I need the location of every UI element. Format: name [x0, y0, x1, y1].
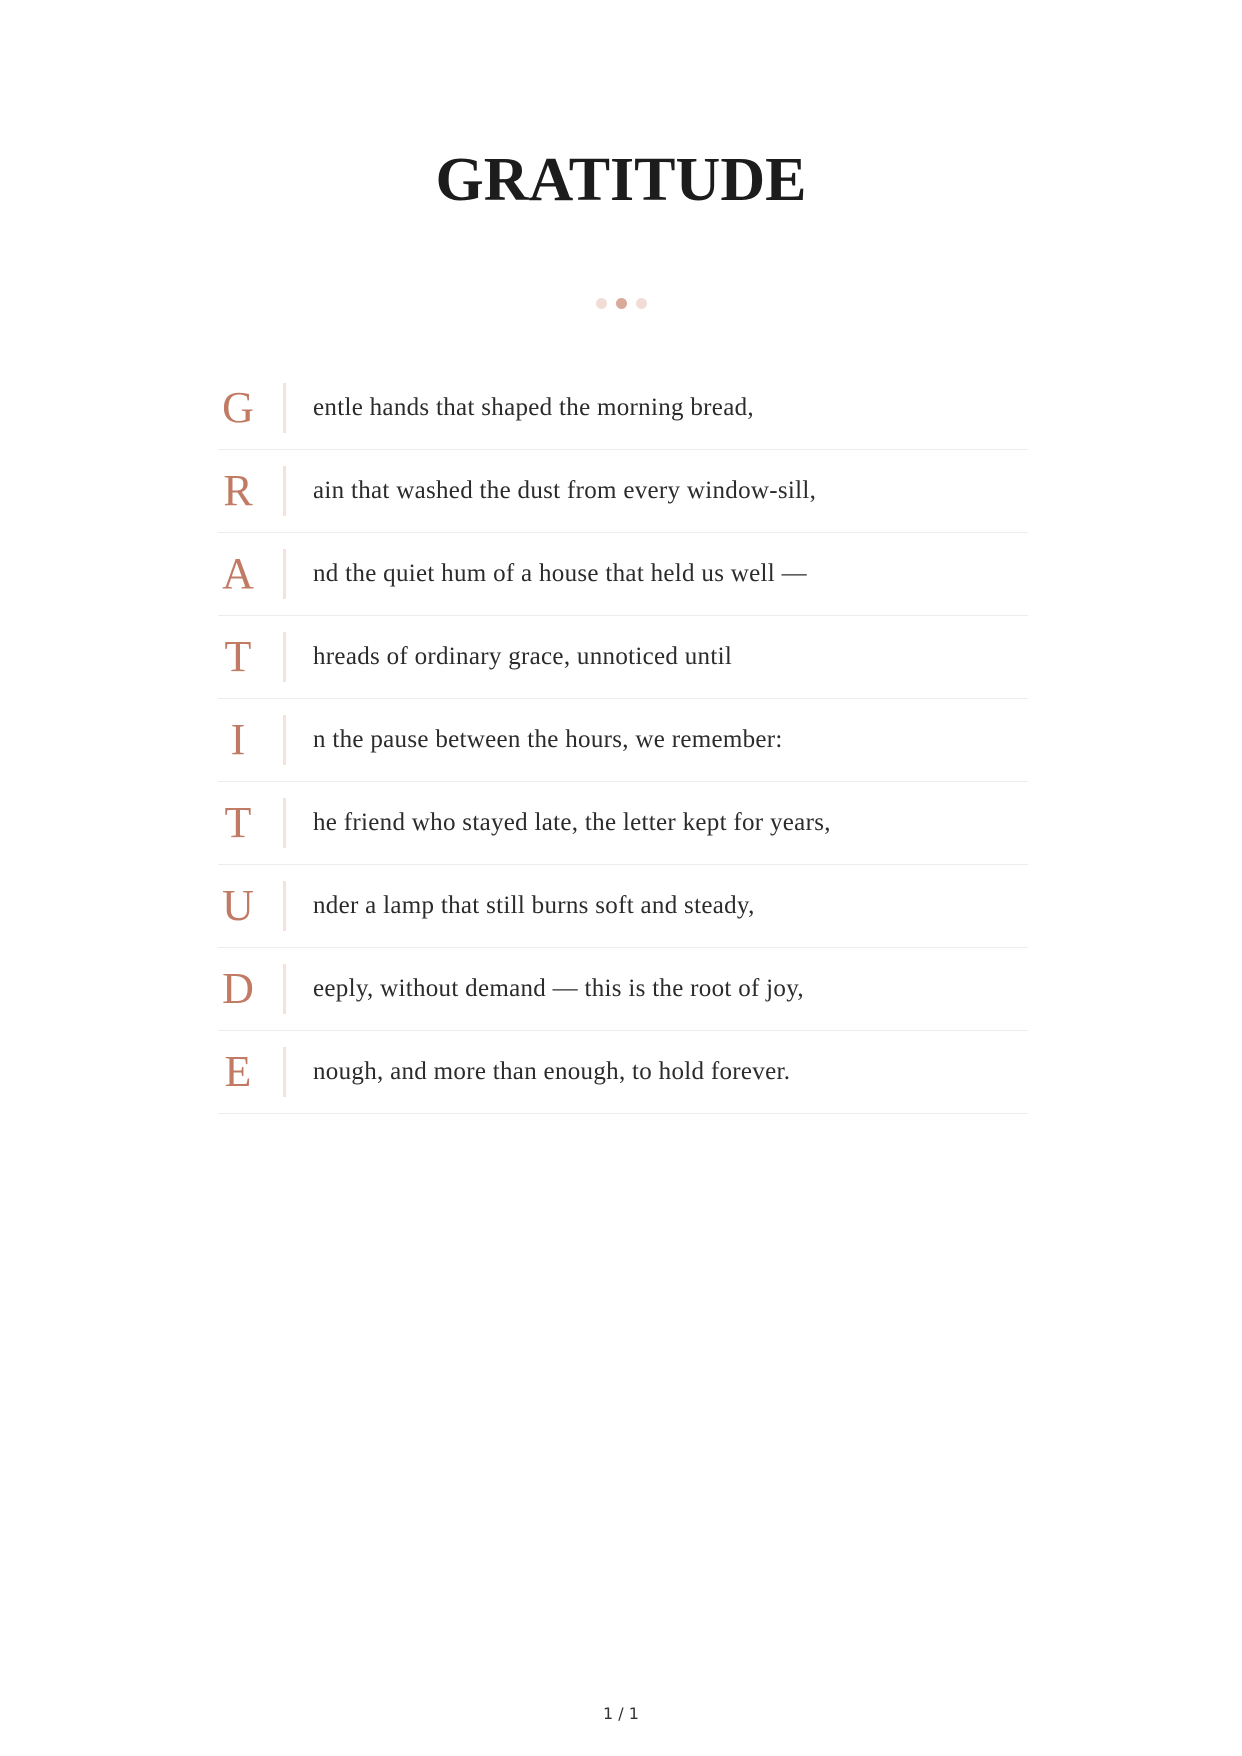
poem-line: nough, and more than enough, to hold forever.	[313, 1058, 791, 1085]
initial-letter: I	[230, 715, 246, 764]
initial-letter: A	[222, 549, 254, 598]
page-title: GRATITUDE	[435, 146, 807, 214]
divider	[283, 1047, 286, 1097]
poem-row	[218, 616, 1028, 699]
poem-line: nd the quiet hum of a house that held us well —	[313, 560, 807, 587]
divider	[283, 549, 286, 599]
initial-letter: E	[224, 1047, 252, 1096]
page-number: 1 / 1	[603, 1704, 639, 1723]
poem-row	[218, 782, 1028, 865]
divider	[283, 715, 286, 765]
poem-line: hreads of ordinary grace, unnoticed until	[313, 643, 733, 670]
poem-row	[218, 699, 1028, 782]
initial-letter: D	[222, 964, 254, 1013]
initial-letter: T	[224, 632, 252, 681]
decorative-dots	[0, 298, 1242, 309]
dot-icon	[616, 298, 627, 309]
divider	[283, 798, 286, 848]
poem-line: eeply, without demand — this is the root of joy,	[313, 975, 804, 1002]
poem-line: n the pause between the hours, we remember:	[313, 726, 783, 753]
poem-row	[218, 865, 1028, 948]
poem-row	[218, 948, 1028, 1031]
poem-row	[218, 533, 1028, 616]
dot-icon	[636, 298, 647, 309]
dot-icon	[596, 298, 607, 309]
poem-line: entle hands that shaped the morning bread,	[313, 394, 754, 421]
divider	[283, 383, 286, 433]
acrostic-poem	[218, 367, 1028, 1114]
divider	[283, 964, 286, 1014]
poem-row	[218, 1031, 1028, 1114]
poem-row	[218, 450, 1028, 533]
poem-line: he friend who stayed late, the letter kept for years,	[313, 809, 831, 836]
poem-line: nder a lamp that still burns soft and steady,	[313, 892, 755, 919]
divider	[283, 881, 286, 931]
divider	[283, 632, 286, 682]
poem-row	[218, 367, 1028, 450]
initial-letter: U	[222, 881, 254, 930]
initial-letter: T	[224, 798, 252, 847]
poem-line: ain that washed the dust from every window-sill,	[313, 477, 817, 504]
initial-letter: R	[223, 466, 253, 515]
divider	[283, 466, 286, 516]
initial-letter: G	[222, 383, 254, 432]
